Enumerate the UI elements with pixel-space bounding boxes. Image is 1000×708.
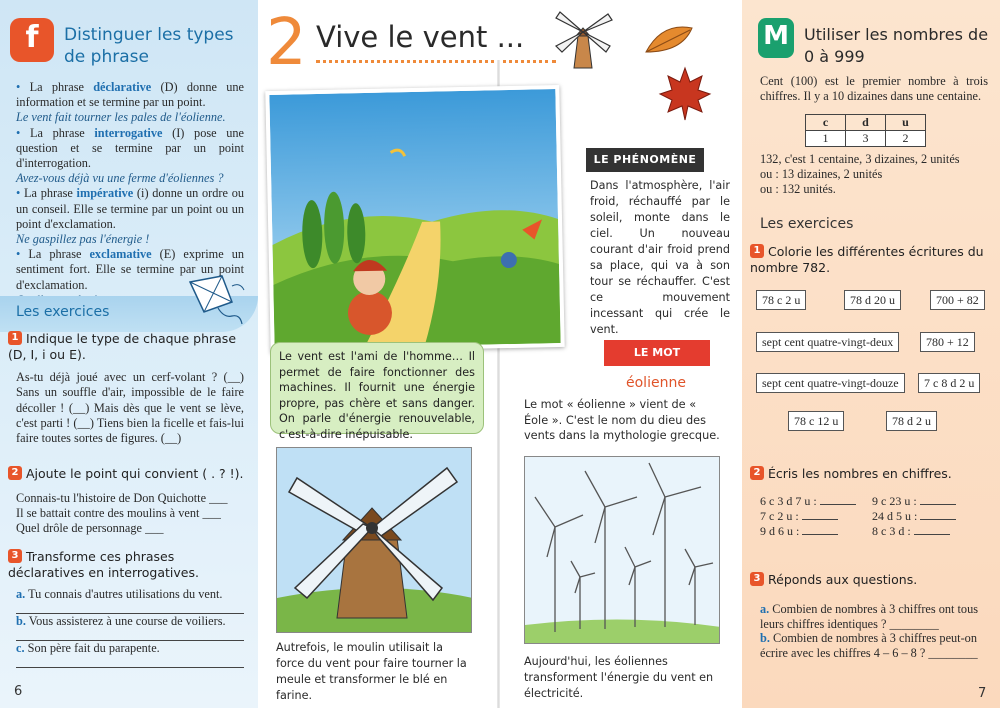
math-badge-icon	[758, 18, 794, 58]
left-exercise-1-question: 1 Indique le type de chaque phrase (D, I, i ou E).	[8, 331, 237, 362]
old-windmill-illustration	[276, 447, 472, 633]
hundred-intro: Cent (100) est le premier nombre à trois chiffres. Il y a 10 dizaines dans une centaine.	[760, 74, 988, 104]
number-chip[interactable]: sept cent quatre-vingt-deux	[756, 332, 899, 352]
right-page-number: 7	[978, 686, 987, 701]
rule-imperative-example: Ne gaspillez pas l'énergie !	[16, 232, 150, 247]
cdu-explanation	[760, 152, 990, 197]
number-chip[interactable]: 780 + 12	[920, 332, 975, 352]
left-page-number: 6	[14, 684, 23, 699]
number-chip[interactable]: sept cent quatre-vingt-douze	[756, 373, 905, 393]
cdu-header-c: c	[806, 115, 846, 131]
cdu-line: ou : 13 dizaines, 2 unités	[760, 167, 883, 181]
cdu-cell-u: 2	[886, 131, 926, 147]
cdu-header-d: d	[846, 115, 886, 131]
chapter-title: Vive le vent ...	[316, 20, 525, 54]
cdu-cell-d: 3	[846, 131, 886, 147]
ex2-prompt: 8 c 3 d :	[872, 524, 911, 539]
french-badge-icon	[10, 18, 54, 62]
leaf-icon	[642, 22, 696, 58]
rule-exclamative: • La phrase exclamative (E) exprime un sentiment fort. Elle se termine par un point d'exclamation.	[16, 247, 244, 292]
phenomene-text: Dans l'atmosphère, l'air froid, réchauffé par le soleil, monte dans le ciel. Un nouveau courant d'air froid prend sa place, qui va à son tour se réchauffer. C'est ce mouvement incessant qui crée le vent.	[590, 179, 730, 336]
number-chip[interactable]: 78 c 12 u	[788, 411, 844, 431]
title-underline	[316, 60, 556, 63]
cdu-line: ou : 132 unités.	[760, 182, 836, 196]
left-exercises-heading: Les exercices	[16, 304, 110, 320]
write-numbers-grid	[760, 494, 990, 540]
mot-definition: Le mot « éolienne » vient de « Éole ». C'est le nom du dieu des vents dans la mythologie grecque.	[524, 398, 720, 442]
moulins-line[interactable]: Il se battait contre des moulins à vent ___	[16, 505, 221, 520]
rule-imperative: • La phrase impérative (i) donne un ordre ou un conseil. Elle se termine par un point ou un point d'exclamation.	[16, 186, 244, 231]
french-badge-letter: f	[25, 20, 39, 55]
windy-hill-illustration	[269, 89, 560, 349]
answer-blank[interactable]	[820, 494, 856, 505]
answer-line-a[interactable]: a. Tu connais d'autres utilisations du vent.	[16, 587, 244, 614]
wind-turbines-illustration	[524, 456, 720, 644]
kite-icon	[182, 272, 248, 336]
mot-word: éolienne	[626, 375, 686, 391]
right-section-title: Utiliser les nombres de 0 à 999	[804, 25, 989, 66]
cdu-table	[805, 114, 926, 147]
ex2-prompt: 7 c 2 u :	[760, 509, 799, 524]
left-exercise-3-question: 3 Transforme ces phrases déclaratives en interrogatives.	[8, 549, 199, 580]
rule-declarative-example: Le vent fait tourner les pales de l'éolienne.	[16, 110, 226, 125]
old-windmill-drawing	[277, 448, 472, 633]
answer-line-c[interactable]: c. Son père fait du parapente.	[16, 641, 244, 668]
number-chip[interactable]: 78 d 20 u	[844, 290, 901, 310]
personnage-line[interactable]: Quel drôle de personnage ___	[16, 520, 164, 535]
question-b[interactable]: b. Combien de nombres à 3 chiffres peut-on écrire avec les chiffres 4 – 6 – 8 ? ________	[760, 631, 978, 660]
left-exercise-1-text[interactable]: As-tu déjà joué avec un cerf-volant ? (__) Sans un souffle d'air, impossible de le faire décoller ! (__) Mais dès que le vent se lève, c'est parti ! (__) Tiens bien la ficelle et fais-lui faire toutes sortes de figures. (__)	[16, 370, 244, 446]
rule-interrogative: • La phrase interrogative (I) pose une question et se termine par un point d'interrogation.	[16, 125, 245, 171]
number-chip[interactable]: 78 d 2 u	[886, 411, 937, 431]
answer-blank[interactable]	[920, 509, 956, 520]
wind-turbine-caption: Aujourd'hui, les éoliennes transforment l'énergie du vent en électricité.	[524, 655, 714, 700]
answer-blank[interactable]	[802, 524, 838, 535]
scene-illustration	[265, 85, 564, 353]
rule-interrogative-example: Avez-vous déjà vu une ferme d'éoliennes ?	[16, 171, 224, 186]
number-chip[interactable]: 7 c 8 d 2 u	[918, 373, 980, 393]
ex2-prompt: 6 c 3 d 7 u :	[760, 494, 817, 508]
right-exercise-3-question: 3 Réponds aux questions.	[750, 572, 990, 588]
cdu-line: 132, c'est 1 centaine, 3 dizaines, 2 unités	[760, 152, 960, 166]
info-green-box: Le vent est l'ami de l'homme… Il permet de faire fonctionner des machines. Il fournit une énergie propre, pas chère et sans danger. On parle d'énergie renouvelable, c'est-à-dire inépuisable.	[270, 342, 484, 434]
phenomene-label: LE PHÉNOMÈNE	[586, 148, 704, 172]
ex2-prompt: 9 d 6 u :	[760, 524, 800, 539]
answer-blank[interactable]	[920, 494, 956, 505]
ex2-prompt: 24 d 5 u :	[872, 509, 918, 524]
question-a[interactable]: a. Combien de nombres à 3 chiffres ont tous leurs chiffres identiques ? ________	[760, 602, 979, 631]
left-exercise-2-lines[interactable]	[16, 491, 244, 535]
right-exercises-heading: Les exercices	[760, 216, 854, 232]
rule-declarative: • La phrase déclarative (D) donne une information et se termine par un point.	[16, 80, 244, 110]
chapter-number: 2	[266, 6, 307, 80]
number-chip[interactable]: 700 + 82	[930, 290, 985, 310]
wind-farm-drawing	[525, 457, 720, 644]
answer-line-b[interactable]: b. Vous assisterez à une course de voiliers.	[16, 614, 244, 641]
answer-blank[interactable]	[802, 509, 838, 520]
left-exercise-2-question: 2 Ajoute le point qui convient ( . ? !).	[8, 466, 244, 482]
mot-label: LE MOT	[604, 340, 710, 366]
windmill-icon	[548, 6, 618, 74]
ex2-prompt: 9 c 23 u :	[872, 494, 917, 508]
maple-leaf-icon	[656, 64, 714, 124]
right-exercise-3-questions	[760, 602, 988, 660]
cdu-header-u: u	[886, 115, 926, 131]
math-badge-letter: M	[763, 21, 789, 51]
left-section-title: Distinguer les types de phrase	[64, 25, 234, 67]
cdu-cell-c: 1	[806, 131, 846, 147]
right-exercise-1-question: 1 Colorie les différentes écritures du nombre 782.	[750, 244, 984, 275]
don-quichotte-line[interactable]: Connais-tu l'histoire de Don Quichotte ___	[16, 491, 228, 505]
answer-blank[interactable]	[914, 524, 950, 535]
right-exercise-2-question: 2 Écris les nombres en chiffres.	[750, 466, 990, 482]
left-exercise-3-answers	[16, 587, 244, 668]
windmill-caption: Autrefois, le moulin utilisait la force du vent pour faire tourner la meule et transformer le blé en farine.	[276, 641, 467, 702]
number-chip[interactable]: 78 c 2 u	[756, 290, 806, 310]
